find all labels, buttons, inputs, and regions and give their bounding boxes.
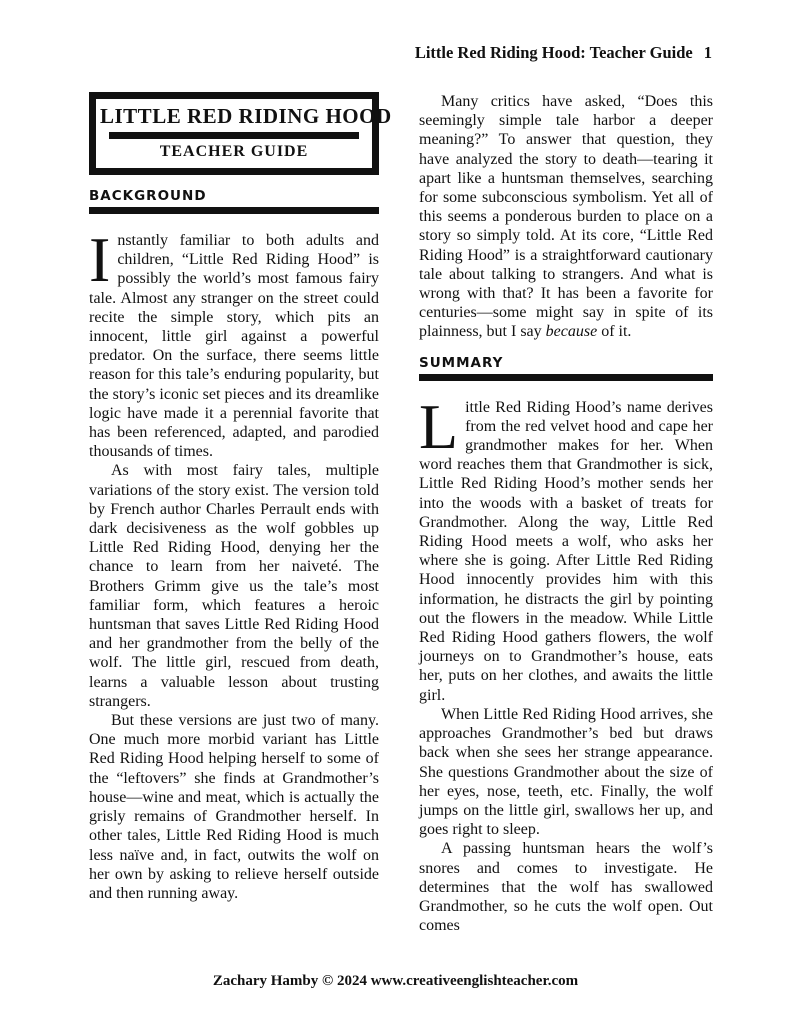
- background-paragraph-1: [89, 224, 379, 461]
- background-heading: BACKGROUND: [89, 188, 207, 204]
- page-header: [415, 43, 712, 63]
- background-heading-rule: [89, 207, 379, 214]
- summary-paragraph-3: A passing huntsman hears the wolf’s snores and comes to investigate. He determines that the wolf has swallowed Grandmother, so he cuts the wolf open. Out comes: [419, 840, 713, 935]
- two-column-body: [89, 92, 713, 935]
- right-column: [419, 92, 713, 935]
- paragraph-text: Many critics have asked, “Does this seemingly simple tale harbor a deeper meaning?” To answer that question, they have analyzed the story to death—tearing it apart like a huntsman themselves, searching for some subconscious symbolism. Yet all of this seems a ponderous burden to place on a story so simply told. At its core, “Little Red Riding Hood” is a straightforward cautionary tale about talking to strangers. And what is wrong with that? It has been a favorite for centuries—some might say in spite of its plainness, but I say: [419, 93, 713, 341]
- drop-cap-letter: L: [419, 390, 459, 462]
- summary-heading: SUMMARY: [419, 354, 504, 371]
- summary-paragraph-1: [419, 390, 713, 705]
- header-title: Little Red Riding Hood: Teacher Guide: [414, 43, 693, 62]
- paragraph-text: of it.: [597, 323, 632, 341]
- book-subtitle: TEACHER GUIDE: [159, 143, 309, 160]
- header-page-number: 1: [703, 43, 712, 62]
- italic-word: because: [545, 323, 598, 341]
- title-box: [89, 92, 392, 175]
- paragraph-text: ittle Red Riding Hood’s name derives from the red velvet hood and cape her grandmother makes for her. When word reaches them that Grandmother is sick, Little Red Riding Hood’s mother sends her into the woods with a basket of treats for Grandmother. Along the way, Little Red Riding Hood meets a wolf, who asks her where she is going. After Little Red Riding Hood innocently provides him with this information, he distracts the girl by pointing out the flowers in the meadow. While Little Red Riding Hood gathers flowers, the wolf journeys on to Grandmother’s house, eats her, puts on her clothes, and awaits the little girl.: [419, 398, 713, 704]
- background-paragraph-4: [419, 92, 713, 342]
- left-column: [89, 92, 392, 903]
- summary-paragraph-2: When Little Red Riding Hood arrives, she approaches Grandmother’s bed but draws back when she sees her strange appearance. She questions Grandmother about the size of her eyes, nose, teeth, etc. Finally, the wolf jumps on the little girl, swallows her up, and goes right to sleep.: [419, 705, 713, 839]
- summary-heading-rule: [419, 374, 713, 381]
- page-footer: Zachary Hamby © 2024 www.creativeenglishteacher.com: [212, 973, 579, 989]
- background-paragraph-3: But these versions are just two of many. One much more morbid variant has Little Red Riding Hood helping herself to some of the “leftovers” she finds at Grandmother’s house—wine and meat, which is actually the grisly remains of Grandmother herself. In other tales, Little Red Riding Hood is much less naïve and, in fact, outwits the wolf on her own by asking to relieve herself outside and then running away.: [89, 712, 379, 902]
- background-paragraph-2: As with most fairy tales, multiple variations of the story exist. The version told by French author Charles Perrault ends with dark decisiveness as the wolf gobbles up Little Red Riding Hood, denying her the chance to learn from her naiveté. The Brothers Grimm give us the tale’s most familiar form, which features a heroic huntsman that saves Little Red Riding Hood and her grandmother from the belly of the wolf. The little girl, rescued from death, learns a valuable lesson about trusting strangers.: [89, 462, 379, 710]
- title-divider-bar: [109, 132, 359, 139]
- drop-cap-letter: I: [89, 224, 111, 295]
- book-title: LITTLE RED RIDING HOOD: [100, 104, 392, 128]
- paragraph-text: nstantly familiar to both adults and children, “Little Red Riding Hood” is possibly the world’s most famous fairy tale. Almost any stranger on the street could recite the simple story, which pits an innocent, little girl against a powerful predator. On the surface, there seems little reason for this tale’s enduring popularity, but the story’s iconic set pieces and its dreamlike logic have made it a perennial favorite that has been referenced, adapted, and parodied thousands of times.: [89, 232, 379, 461]
